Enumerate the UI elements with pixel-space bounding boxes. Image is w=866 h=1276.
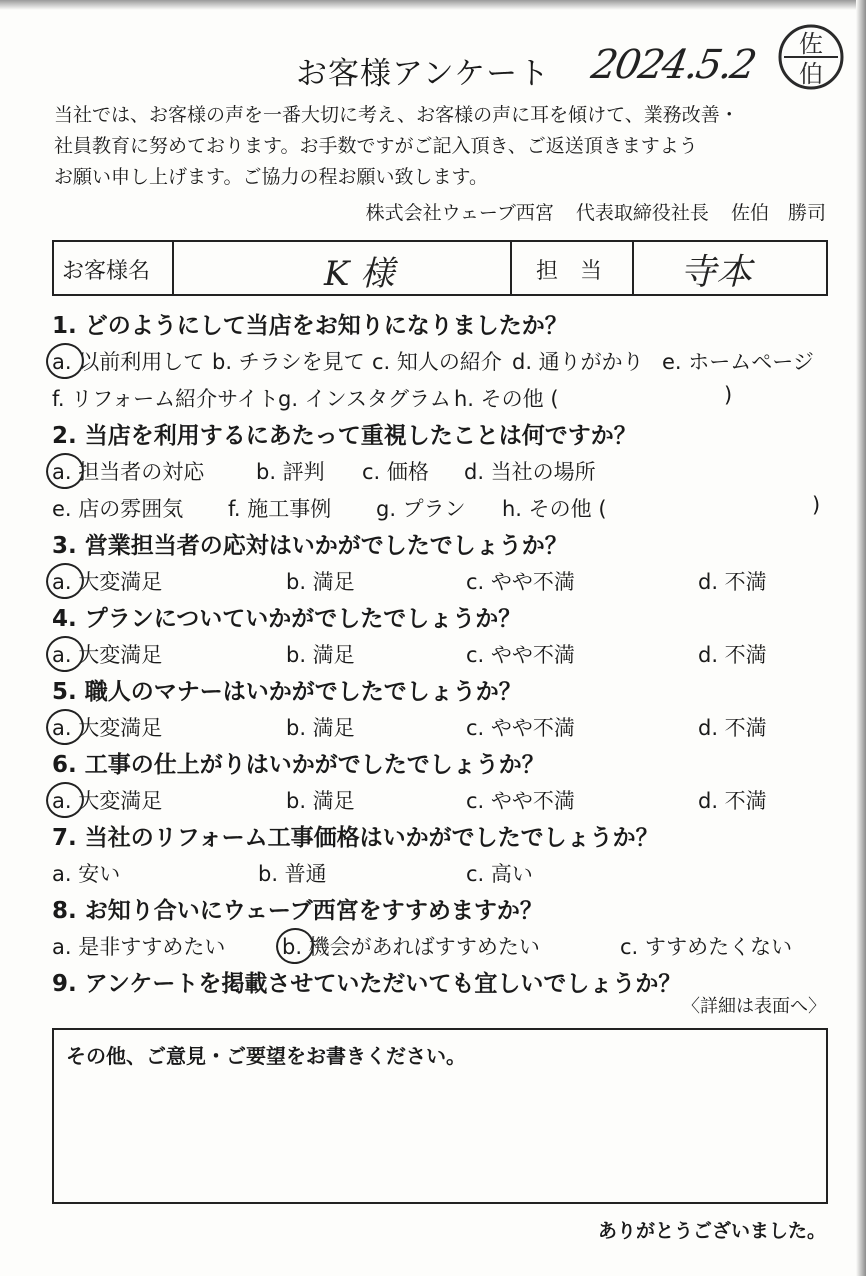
q2-option-f[interactable]: f. 施工事例 (228, 497, 332, 521)
q2-options-row-2 (52, 491, 842, 528)
q4-options (52, 637, 842, 674)
q2-option-h[interactable]: h. その他 ( (502, 497, 607, 521)
staff-label-cell (512, 242, 634, 294)
detail-note: 〈詳細は表面へ〉 (682, 996, 826, 1017)
q1-option-f[interactable]: f. リフォーム紹介サイト (52, 387, 279, 411)
staff-field[interactable] (634, 242, 826, 294)
question-9: 9. アンケートを掲載させていただいても宜しいでしょうか？ (52, 971, 682, 997)
q4-option-c[interactable]: c. やや不満 (466, 643, 575, 667)
question-4: 4. プランについていかがでしたでしょうか？ (52, 606, 522, 632)
thanks-text: ありがとうございました。 (597, 1220, 826, 1242)
intro-line: 当社では、お客様の声を一番大切に考え、お客様の声に耳を傾けて、業務改善・ (54, 104, 739, 126)
customer-info-box (52, 240, 828, 296)
signature (350, 198, 826, 225)
q3-options (52, 564, 842, 601)
form-title: お客様アンケート (296, 56, 551, 92)
q1-option-e[interactable]: e. ホームページ (662, 350, 814, 374)
q8-option-a[interactable]: a. 是非すすめたい (52, 935, 226, 959)
president-name: 佐伯 勝司 (730, 202, 826, 224)
q2-option-g[interactable]: g. プラン (376, 497, 466, 521)
q7-option-c[interactable]: c. 高い (466, 862, 533, 886)
q4-option-b[interactable]: b. 満足 (286, 643, 355, 667)
q8-option-c[interactable]: c. すすめたくない (620, 935, 793, 959)
q2-options-row-1 (52, 454, 842, 491)
q6-option-c[interactable]: c. やや不満 (466, 789, 575, 813)
q7-option-b[interactable]: b. 普通 (258, 862, 327, 886)
q6-option-b[interactable]: b. 満足 (286, 789, 355, 813)
scan-edge-right (856, 0, 866, 1276)
intro-line: お願い申し上げます。ご協力の程お願い致します。 (54, 166, 488, 188)
customer-name-label: お客様名 (62, 259, 151, 284)
q2-option-e[interactable]: e. 店の雰囲気 (52, 497, 184, 521)
q1-option-h[interactable]: h. その他 ( (454, 387, 559, 411)
intro-line: 社員教育に努めております。お手数ですがご記入頂き、ご返送頂きますよう (54, 135, 698, 157)
q1-option-a[interactable]: a. 以前利用して (52, 346, 204, 376)
q3-option-a[interactable]: a. 大変満足 (52, 566, 162, 596)
q1-option-g[interactable]: g. インスタグラム (278, 387, 451, 411)
q8-option-b[interactable]: b. 機会があればすすめたい (282, 931, 540, 961)
intro-text (54, 100, 739, 193)
handwritten-date: 2024.5.2 (587, 42, 759, 88)
seal-stamp-icon (776, 22, 846, 92)
q1-options-row-2 (52, 381, 842, 418)
q2-option-b[interactable]: b. 評判 (256, 460, 325, 484)
company-name: 株式会社ウェーブ西宮 (365, 202, 554, 224)
comment-label: その他、ご意見・ご要望をお書きください。 (66, 1044, 466, 1068)
q1-option-d[interactable]: d. 通りがかり (512, 350, 644, 374)
q7-option-a[interactable]: a. 安い (52, 862, 121, 886)
q1-option-c[interactable]: c. 知人の紹介 (372, 350, 502, 374)
staff-value: 寺本 (680, 252, 753, 293)
q5-option-d[interactable]: d. 不満 (698, 716, 767, 740)
q3-option-b[interactable]: b. 満足 (286, 570, 355, 594)
question-1: 1. どのようにして当店をお知りになりましたか？ (52, 313, 568, 339)
president-title: 代表取締役社長 (575, 202, 709, 224)
q1-option-b[interactable]: b. チラシを見て (212, 350, 365, 374)
q1-other-close-paren: ) (724, 383, 733, 407)
q6-options (52, 783, 842, 820)
q6-option-d[interactable]: d. 不満 (698, 789, 767, 813)
customer-name-value: K 様 (324, 254, 395, 294)
q3-option-d[interactable]: d. 不満 (698, 570, 767, 594)
seal-text-2: 伯 (799, 60, 823, 88)
q4-option-d[interactable]: d. 不満 (698, 643, 767, 667)
customer-name-field[interactable] (174, 242, 512, 294)
seal-text-1: 佐 (799, 30, 823, 58)
question-2: 2. 当店を利用するにあたって重視したことは何ですか？ (52, 423, 637, 449)
q2-option-c[interactable]: c. 価格 (362, 460, 429, 484)
q3-option-c[interactable]: c. やや不満 (466, 570, 575, 594)
question-8: 8. お知り合いにウェーブ西宮をすすめますか？ (52, 898, 543, 924)
q5-option-b[interactable]: b. 満足 (286, 716, 355, 740)
q8-options (52, 929, 842, 966)
q2-other-close-paren: ) (812, 493, 821, 517)
q5-options (52, 710, 842, 747)
q7-options (52, 856, 842, 893)
q5-option-a[interactable]: a. 大変満足 (52, 712, 162, 742)
question-3: 3. 営業担当者の応対はいかがでしたでしょうか？ (52, 533, 568, 559)
q1-options-row-1 (52, 344, 842, 381)
q2-option-d[interactable]: d. 当社の場所 (464, 460, 596, 484)
question-6: 6. 工事の仕上がりはいかがでしたでしょうか？ (52, 752, 545, 778)
staff-label: 担 当 (536, 259, 603, 284)
question-5: 5. 職人のマナーはいかがでしたでしょうか？ (52, 679, 522, 705)
customer-name-label-cell (54, 242, 174, 294)
comment-box[interactable] (52, 1028, 828, 1204)
questionnaire (52, 308, 842, 1002)
q2-option-a[interactable]: a. 担当者の対応 (52, 456, 204, 486)
q4-option-a[interactable]: a. 大変満足 (52, 639, 162, 669)
scan-edge-top (0, 0, 866, 10)
question-7: 7. 当社のリフォーム工事価格はいかがでしたでしょうか？ (52, 825, 659, 851)
q5-option-c[interactable]: c. やや不満 (466, 716, 575, 740)
q6-option-a[interactable]: a. 大変満足 (52, 785, 162, 815)
